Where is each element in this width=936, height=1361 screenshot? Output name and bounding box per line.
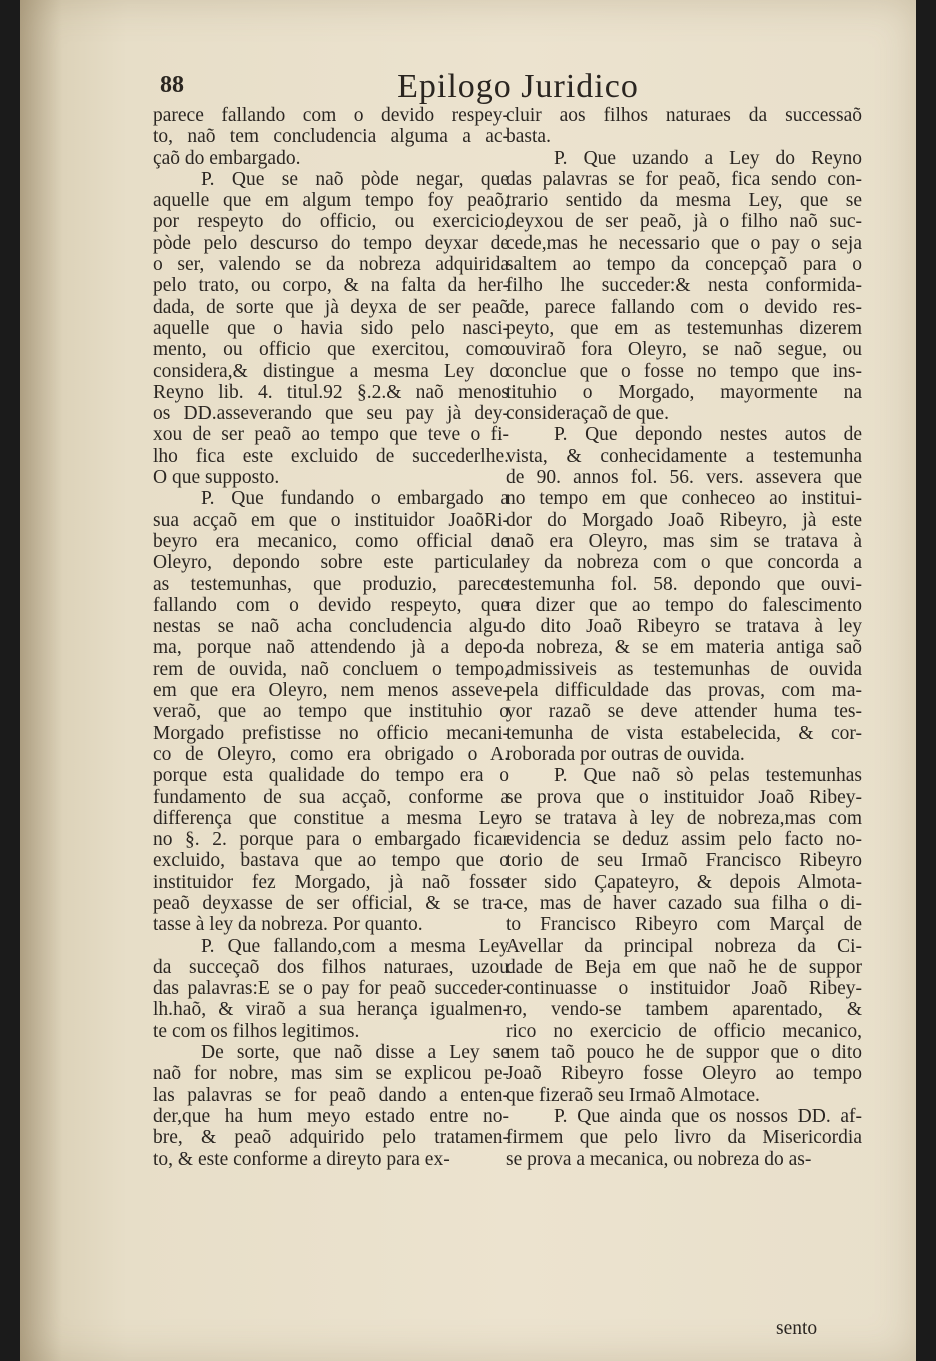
text-line: differença que constitue a mesma Ley bbox=[153, 807, 509, 829]
text-line: Morgado prefistisse no officio mecani- bbox=[153, 722, 509, 744]
text-line: torio de seu Irmaõ Francisco Ribeyro bbox=[506, 850, 862, 872]
text-line: conclue que o fosse no tempo que ins- bbox=[506, 360, 862, 382]
text-line: aquelle que em algum tempo foy peaõ, bbox=[153, 190, 509, 212]
text-line: te com os filhos legitimos. bbox=[153, 1020, 360, 1042]
text-line: do dito Joaõ Ribeyro se tratava à ley bbox=[506, 616, 862, 638]
text-line: nestas se naõ acha concludencia algu- bbox=[153, 616, 509, 638]
text-line: çaõ do embargado. bbox=[153, 147, 301, 169]
right-text-column bbox=[506, 105, 862, 1170]
text-line: nem taõ pouco he de suppor que o dito bbox=[506, 1042, 862, 1064]
text-line: beyro era mecanico, como official de bbox=[153, 530, 509, 552]
text-line: no §. 2. porque para o embargado ficar bbox=[153, 829, 509, 851]
text-line: os DD.asseverando que seu pay jà dey- bbox=[153, 403, 509, 425]
text-line: firmem que pelo livro da Misericordia bbox=[506, 1127, 862, 1149]
text-line: to, naõ tem concludencia alguma a ac- bbox=[153, 126, 509, 148]
text-line: das palavras se for peaõ, fica sendo con- bbox=[506, 168, 862, 190]
text-line: fundamento de sua acçaõ, conforme a bbox=[153, 786, 509, 808]
left-text-column bbox=[153, 105, 509, 1170]
text-line: peyto, que em as testemunhas dizerem bbox=[506, 317, 862, 339]
page-number: 88 bbox=[160, 72, 184, 98]
text-line: to, & este conforme a direyto para ex- bbox=[153, 1148, 450, 1170]
text-line: da nobreza, & se em materia antiga saõ bbox=[506, 637, 862, 659]
text-line: ter sido Çapateyro, & depois Almota- bbox=[506, 871, 862, 893]
text-line: fallando com o devido respeyto, que bbox=[153, 594, 509, 616]
text-line: ma, porque naõ attendendo jà a depo- bbox=[153, 637, 509, 659]
text-line: porque esta qualidade do tempo era o bbox=[153, 765, 509, 787]
text-line: yor razaõ se deve attender huma tes- bbox=[506, 701, 862, 723]
text-line: se prova que o instituidor Joaõ Ribey- bbox=[506, 786, 862, 808]
text-line: admissiveis as testemunhas de ouvida bbox=[506, 658, 862, 680]
text-line: P. Que naõ sò pelas testemunhas bbox=[554, 765, 862, 787]
text-line: xou de ser peaõ ao tempo que teve o fi- bbox=[153, 424, 509, 446]
text-line: ro, vendo-se tambem aparentado, & bbox=[506, 999, 862, 1021]
text-line: sua acçaõ em que o instituidor JoaõRi- bbox=[153, 509, 509, 531]
book-page bbox=[20, 0, 916, 1361]
text-line: Avellar da principal nobreza da Ci- bbox=[506, 935, 862, 957]
text-line: De sorte, que naõ disse a Ley se bbox=[201, 1042, 509, 1064]
text-line: vista, & conhecidamente a testemunha bbox=[506, 445, 862, 467]
text-line: co de Oleyro, como era obrigado o A. bbox=[153, 743, 509, 765]
running-title: Epilogo Juridico bbox=[397, 68, 639, 105]
text-line: basta. bbox=[506, 126, 551, 148]
text-line: veraõ, que ao tempo que instituhio o bbox=[153, 701, 509, 723]
text-line: considera,& distingue a mesma Ley do bbox=[153, 360, 509, 382]
text-line: pòde pelo descurso do tempo deyxar de bbox=[153, 232, 509, 254]
text-line: ro se tratava à ley de nobreza,mas com bbox=[506, 807, 862, 829]
text-line: deyxou de ser peaõ, jà o filho naõ suc- bbox=[506, 211, 862, 233]
text-line: ley da nobreza com o que concorda a bbox=[506, 552, 862, 574]
text-line: de, parece fallando com o devido res- bbox=[506, 296, 862, 318]
text-line: aquelle que o havia sido pelo nasci- bbox=[153, 317, 509, 339]
text-line: filho lhe succeder:& nesta conformida- bbox=[506, 275, 862, 297]
text-line: der,que ha hum meyo estado entre no- bbox=[153, 1105, 509, 1127]
text-line: o ser, valendo se da nobreza adquirida bbox=[153, 254, 509, 276]
text-line: testemunha fol. 58. depondo que ouvi- bbox=[506, 573, 862, 595]
text-line: por respeyto do officio, ou exercicio, bbox=[153, 211, 509, 233]
text-line: rem de ouvida, naõ concluem o tempo, bbox=[153, 658, 509, 680]
text-line: Reyno lib. 4. titul.92 §.2.& naõ menos bbox=[153, 381, 509, 403]
text-line: se prova a mecanica, ou nobreza do as- bbox=[506, 1148, 812, 1170]
text-line: lh.haõ, & viraõ a sua herança igualmen- bbox=[153, 999, 509, 1021]
text-line: las palavras se for peaõ dando a enten- bbox=[153, 1084, 509, 1106]
text-line: de 90. annos fol. 56. vers. assevera que bbox=[506, 467, 862, 489]
text-line: em que era Oleyro, nem menos asseve- bbox=[153, 680, 509, 702]
text-line: tasse à ley da nobreza. Por quanto. bbox=[153, 914, 423, 936]
text-line: cede,mas he necessario que o pay o seja bbox=[506, 232, 862, 254]
text-line: lho fica este excluido de succederlhe. bbox=[153, 445, 509, 467]
text-line: temunha de vista estabelecida, & cor- bbox=[506, 722, 862, 744]
text-line: P. Que uzando a Ley do Reyno bbox=[554, 147, 862, 169]
text-line: cluir aos filhos naturaes da successaõ bbox=[506, 105, 862, 126]
text-line: parece fallando com o devido respey- bbox=[153, 105, 509, 126]
text-line: P. Que depondo nestes autos de bbox=[554, 424, 862, 446]
text-line: da succeçaõ dos filhos naturaes, uzou bbox=[153, 956, 509, 978]
text-line: naõ for nobre, mas sim se explicou pe- bbox=[153, 1063, 509, 1085]
page-header bbox=[148, 68, 888, 108]
text-line: roborada por outras de ouvida. bbox=[506, 743, 745, 765]
text-line: Oleyro, depondo sobre este particular bbox=[153, 552, 509, 574]
text-line: no tempo em que conheceo ao institui- bbox=[506, 488, 862, 510]
text-line: ce, mas de haver cazado sua filha o di- bbox=[506, 892, 862, 914]
text-line: to Francisco Ribeyro com Marçal de bbox=[506, 914, 862, 936]
text-line: evidencia se deduz assim pelo facto no- bbox=[506, 829, 862, 851]
text-line: pelo trato, ou corpo, & na falta da her- bbox=[153, 275, 509, 297]
text-line: saltem ao tempo da concepçaõ para o bbox=[506, 254, 862, 276]
text-line: bre, & peaõ adquirido pelo tratamen- bbox=[153, 1127, 509, 1149]
text-line: excluido, bastava que ao tempo que o bbox=[153, 850, 509, 872]
text-line: dade de Beja em que naõ he de suppor bbox=[506, 956, 862, 978]
text-line: que fizeraõ seu Irmaõ Almotace. bbox=[506, 1084, 760, 1106]
catchword: sento bbox=[776, 1318, 818, 1339]
text-line: continuasse o instituidor Joaõ Ribey- bbox=[506, 978, 862, 1000]
text-line: rico no exercicio de officio mecanico, bbox=[506, 1020, 862, 1042]
text-line: consideraçaõ de que. bbox=[506, 403, 669, 425]
text-line: P. Que fundando o embargado a bbox=[201, 488, 509, 510]
text-line: pela difficuldade das provas, com ma- bbox=[506, 680, 862, 702]
text-line: mento, ou officio que exercitou, como bbox=[153, 339, 509, 361]
text-line: ouviraõ fora Oleyro, se naõ segue, ou bbox=[506, 339, 862, 361]
text-line: trario sentido da mesma Ley, que se bbox=[506, 190, 862, 212]
text-line: tituhio o Morgado, mayormente na bbox=[506, 381, 862, 403]
text-line: naõ era Oleyro, mas sim se tratava à bbox=[506, 530, 862, 552]
text-line: ra dizer que ao tempo do falescimento bbox=[506, 594, 862, 616]
text-line: peaõ deyxasse de ser official, & se tra- bbox=[153, 892, 509, 914]
text-line: O que supposto. bbox=[153, 467, 280, 489]
text-line: dada, de sorte que jà deyxa de ser peaõ bbox=[153, 296, 509, 318]
text-line: P. Que ainda que os nossos DD. af- bbox=[554, 1105, 862, 1127]
text-line: P. Que fallando,com a mesma Ley bbox=[201, 935, 509, 957]
text-line: Joaõ Ribeyro fosse Oleyro ao tempo bbox=[506, 1063, 862, 1085]
text-line: instituidor fez Morgado, jà naõ fosse bbox=[153, 871, 509, 893]
text-line: das palavras:E se o pay for peaõ succeder- bbox=[153, 978, 509, 1000]
text-line: as testemunhas, que produzio, parece bbox=[153, 573, 509, 595]
text-line: dor do Morgado Joaõ Ribeyro, jà este bbox=[506, 509, 862, 531]
text-line: P. Que se naõ pòde negar, que bbox=[201, 168, 509, 190]
